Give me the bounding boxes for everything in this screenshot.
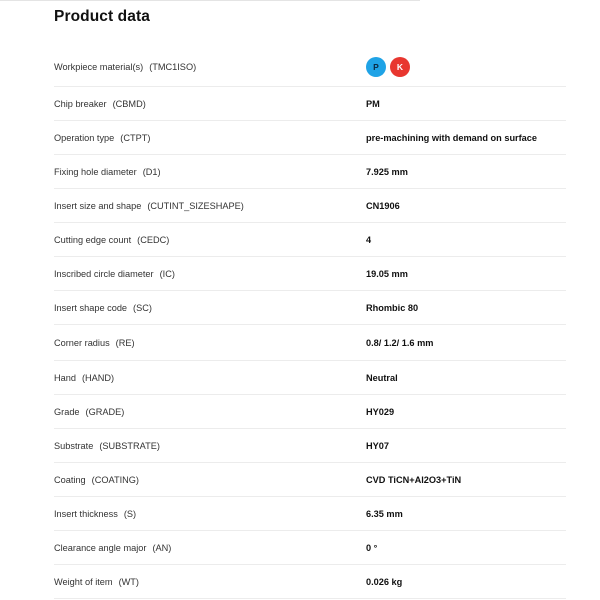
row-label-text: Grade bbox=[54, 406, 80, 417]
top-divider bbox=[0, 0, 420, 1]
row-value: Rhombic 80 bbox=[366, 302, 419, 313]
table-row-cutting-edge-count bbox=[54, 223, 566, 257]
row-label bbox=[54, 543, 366, 553]
row-label bbox=[54, 167, 366, 177]
row-label bbox=[54, 201, 366, 211]
row-value: PM bbox=[366, 98, 380, 109]
row-label-code: (COATING) bbox=[91, 474, 139, 485]
row-label-text: Operation type bbox=[54, 132, 115, 143]
row-label-code: (AN) bbox=[152, 542, 172, 553]
row-label bbox=[54, 99, 366, 109]
table-row-substrate bbox=[54, 429, 566, 463]
row-label-code: (CTPT) bbox=[120, 132, 151, 143]
row-label-text: Insert shape code bbox=[54, 302, 128, 313]
row-value: 0 ° bbox=[366, 542, 378, 553]
row-label-code: (CUTINT_SIZESHAPE) bbox=[147, 200, 244, 211]
row-value: HY07 bbox=[366, 440, 389, 451]
table-row-insert-shape-code bbox=[54, 291, 566, 325]
table-row-hand bbox=[54, 361, 566, 395]
row-label-text: Workpiece material(s) bbox=[54, 61, 144, 72]
row-value: 7.925 mm bbox=[366, 166, 408, 177]
row-label-text: Corner radius bbox=[54, 337, 110, 348]
row-label-text: Hand bbox=[54, 372, 76, 383]
row-label bbox=[54, 373, 366, 383]
row-label-code: (GRADE) bbox=[85, 406, 125, 417]
table-row-clearance-angle-major bbox=[54, 531, 566, 565]
row-label bbox=[54, 475, 366, 485]
row-label bbox=[54, 235, 366, 245]
row-label bbox=[54, 509, 366, 519]
row-label-code: (S) bbox=[123, 508, 137, 519]
table-row-grade bbox=[54, 395, 566, 429]
row-label-code: (WT) bbox=[118, 576, 139, 587]
table-row-workpiece-material bbox=[54, 47, 566, 87]
row-label-text: Fixing hole diameter bbox=[54, 166, 137, 177]
row-label bbox=[54, 441, 366, 451]
row-label-code: (IC) bbox=[159, 268, 175, 279]
material-badges bbox=[366, 57, 410, 77]
table-row-weight-of-item bbox=[54, 565, 566, 599]
row-label-code: (CBMD) bbox=[112, 98, 146, 109]
row-label bbox=[54, 62, 366, 72]
row-label bbox=[54, 133, 366, 143]
row-value: 0.8/ 1.2/ 1.6 mm bbox=[366, 337, 434, 348]
table-row-operation-type bbox=[54, 121, 566, 155]
product-data-table bbox=[54, 47, 566, 599]
row-value: CVD TiCN+Al2O3+TiN bbox=[366, 474, 462, 485]
row-label-code: (RE) bbox=[115, 337, 135, 348]
row-label-text: Insert size and shape bbox=[54, 200, 142, 211]
table-row-insert-thickness bbox=[54, 497, 566, 531]
row-label-code: (CEDC) bbox=[137, 234, 170, 245]
row-label-code: (SUBSTRATE) bbox=[99, 440, 160, 451]
row-label bbox=[54, 407, 366, 417]
row-label bbox=[54, 338, 366, 348]
table-row-fixing-hole-diameter bbox=[54, 155, 566, 189]
row-label-code: (D1) bbox=[142, 166, 161, 177]
row-label bbox=[54, 303, 366, 313]
row-label-code: (SC) bbox=[133, 302, 152, 313]
table-row-inscribed-circle-diameter bbox=[54, 257, 566, 291]
table-row-insert-size-shape bbox=[54, 189, 566, 223]
row-value: 6.35 mm bbox=[366, 508, 403, 519]
row-value: 4 bbox=[366, 234, 372, 245]
row-label-text: Substrate bbox=[54, 440, 94, 451]
material-badge-k: K bbox=[390, 57, 410, 77]
row-label-text: Chip breaker bbox=[54, 98, 107, 109]
row-label-text: Inscribed circle diameter bbox=[54, 268, 154, 279]
row-label-code: (HAND) bbox=[81, 372, 115, 383]
row-label bbox=[54, 577, 366, 587]
material-badge-p: P bbox=[366, 57, 386, 77]
row-value: HY029 bbox=[366, 406, 395, 417]
page-title: Product data bbox=[54, 8, 150, 25]
row-label bbox=[54, 269, 366, 279]
table-row-chip-breaker bbox=[54, 87, 566, 121]
row-value: 0.026 kg bbox=[366, 576, 403, 587]
row-label-code: (TMC1ISO) bbox=[149, 61, 197, 72]
row-label-text: Weight of item bbox=[54, 576, 113, 587]
row-value: 19.05 mm bbox=[366, 268, 408, 279]
row-value: pre-machining with demand on surface bbox=[366, 132, 538, 143]
row-label-text: Insert thickness bbox=[54, 508, 118, 519]
row-value: Neutral bbox=[366, 372, 398, 383]
row-value: CN1906 bbox=[366, 200, 400, 211]
row-label-text: Coating bbox=[54, 474, 86, 485]
table-row-corner-radius bbox=[54, 325, 566, 361]
row-label-text: Cutting edge count bbox=[54, 234, 132, 245]
row-label-text: Clearance angle major bbox=[54, 542, 147, 553]
table-row-coating bbox=[54, 463, 566, 497]
